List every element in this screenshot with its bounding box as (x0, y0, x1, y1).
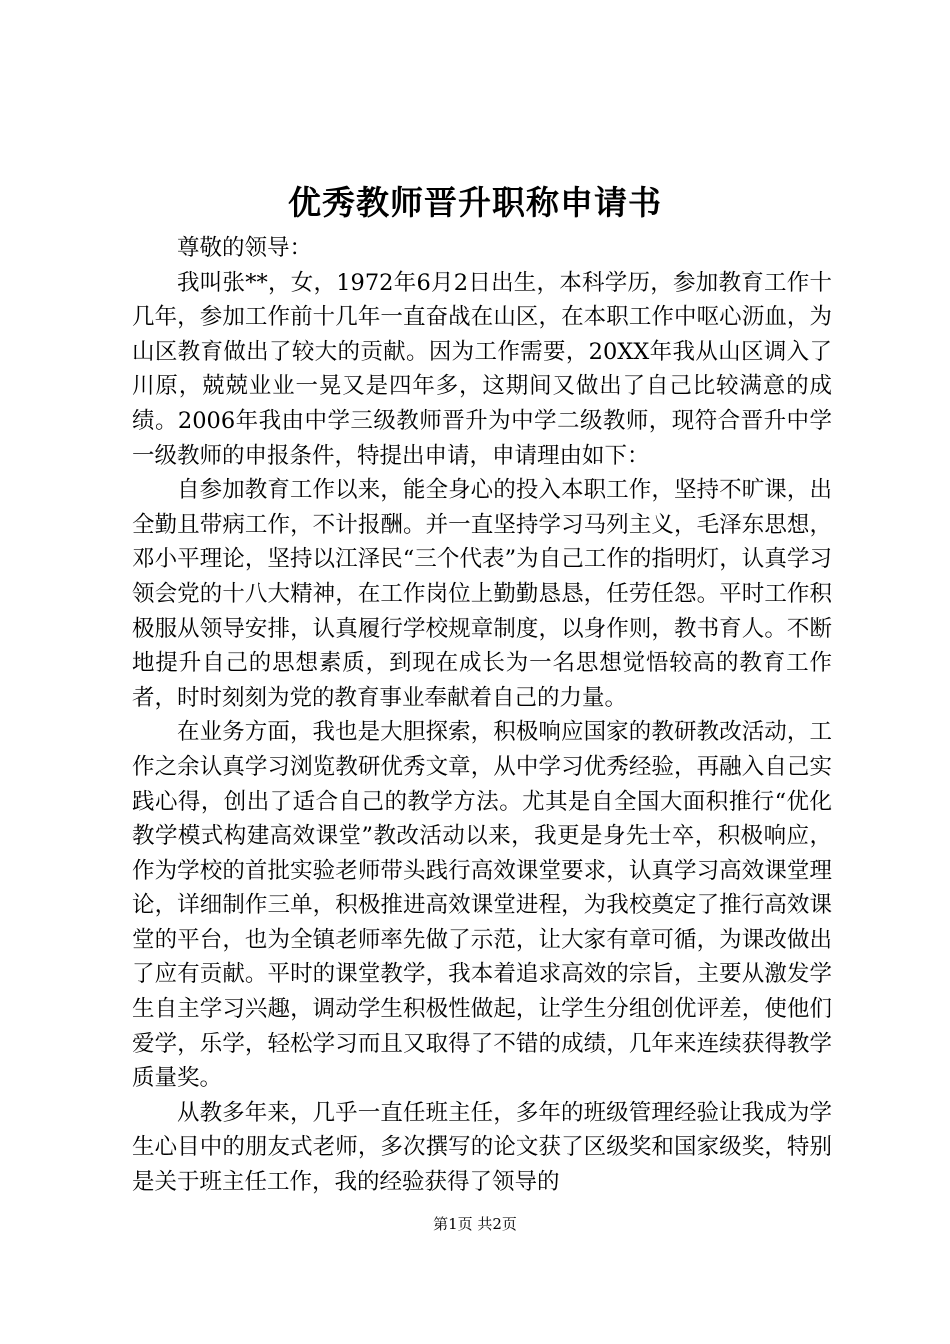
paragraph-class-management: 从教多年来，几乎一直任班主任，多年的班级管理经验让我成为学生心目中的朋友式老师，多次撰写的论文获了区级奖和国家级奖，特别是关于班主任工作，我的经验获得了领导的 (132, 1099, 832, 1196)
page-number-footer: 第1页 共2页 (433, 1215, 517, 1233)
salutation: 尊敬的领导： (177, 235, 313, 261)
paragraph-intro: 我叫张**，女，1972年6月2日出生，本科学历，参加教育工作十几年，参加工作前十几年一直奋战在山区，在本职工作中呕心沥血，为山区教育做出了较大的贡献。因为工作需要，20XX年我从山区调入了川原，兢兢业业一晃又是四年多，这期间又做出了自己比较满意的成绩。2006年我由中学三级教师晋升为中学二级教师，现符合晋升中学一级教师的申报条件，特提出申请，申请理由如下： (132, 269, 832, 469)
document-body (132, 231, 832, 1200)
document-title: 优秀教师晋升职称申请书 (288, 183, 662, 222)
paragraph-political: 自参加教育工作以来，能全身心的投入本职工作，坚持不旷课，出全勤且带病工作，不计报酬。并一直坚持学习马列主义，毛泽东思想，邓小平理论，坚持以江泽民“三个代表”为自己工作的指明灯，认真学习领会党的十八大精神，在工作岗位上勤勤恳恳，任劳任怨。平时工作积极服从领导安排，认真履行学校规章制度，以身作则，教书育人。不断地提升自己的思想素质，到现在成长为一名思想觉悟较高的教育工作者，时时刻刻为党的教育事业奉献着自己的力量。 (132, 477, 832, 711)
paragraph-teaching: 在业务方面，我也是大胆探索，积极响应国家的教研教改活动，工作之余认真学习浏览教研优秀文章，从中学习优秀经验，再融入自己实践心得，创出了适合自己的教学方法。尤其是自全国大面积推行“优化教学模式构建高效课堂”教改活动以来，我更是身先士卒，积极响应，作为学校的首批实验老师带头践行高效课堂要求，认真学习高效课堂理论，详细制作三单，积极推进高效课堂进程，为我校奠定了推行高效课堂的平台，也为全镇老师率先做了示范，让大家有章可循，为课改做出了应有贡献。平时的课堂教学，我本着追求高效的宗旨，主要从激发学生自主学习兴趣，调动学生积极性做起，让学生分组创优评差，使他们爱学，乐学，轻松学习而且又取得了不错的成绩，几年来连续获得教学质量奖。 (132, 719, 832, 1092)
